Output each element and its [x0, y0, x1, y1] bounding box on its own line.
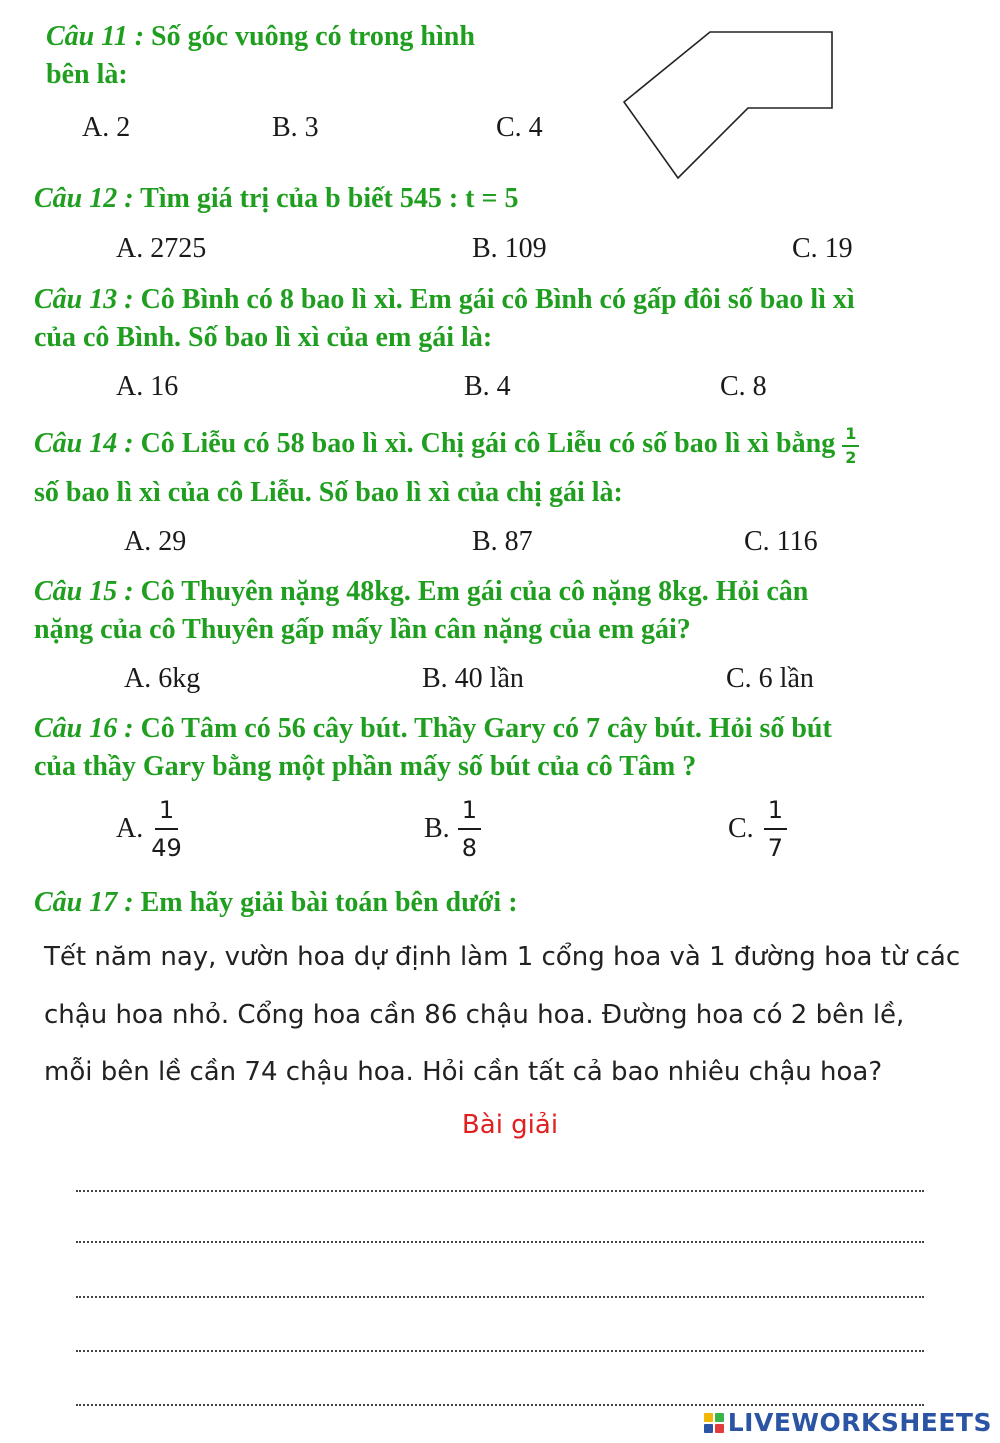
q16-line1 — [34, 710, 832, 748]
q13-option-a[interactable]: A. 16 — [116, 371, 179, 402]
q17-text: Em hãy giải bài toán bên dưới : — [140, 887, 518, 918]
answer-line-2[interactable] — [76, 1241, 924, 1243]
q12-text: Tìm giá trị của b biết 545 : t = 5 — [140, 183, 519, 214]
q17-label: Câu 17 : — [34, 887, 134, 918]
q14-option-c[interactable]: C. 116 — [744, 526, 818, 557]
q11-text-line1: Số góc vuông có trong hình — [151, 21, 475, 52]
q16-option-a[interactable] — [116, 798, 182, 860]
q12-option-a[interactable]: A. 2725 — [116, 233, 207, 264]
q12-line — [34, 180, 518, 218]
q16-option-a-denominator: 49 — [151, 834, 182, 862]
q15-label: Câu 15 : — [34, 576, 134, 607]
q12-option-b[interactable]: B. 109 — [472, 233, 547, 264]
q14-option-a[interactable]: A. 29 — [124, 526, 187, 557]
q14-option-b[interactable]: B. 87 — [472, 526, 533, 557]
q11-option-c[interactable]: C. 4 — [496, 112, 543, 143]
q13-label: Câu 13 : — [34, 284, 134, 315]
q13-option-c[interactable]: C. 8 — [720, 371, 767, 402]
q16-option-b-fraction — [458, 798, 481, 860]
q15-text-line2: nặng của cô Thuyên gấp mấy lần cân nặng của em gái? — [34, 614, 691, 645]
q12-label: Câu 12 : — [34, 183, 134, 214]
q16-option-b-letter: B. — [424, 813, 450, 844]
q11-text-line2: bên là: — [46, 59, 128, 90]
q11-line1 — [46, 18, 475, 56]
q11-option-a[interactable]: A. 2 — [82, 112, 131, 143]
answer-line-4[interactable] — [76, 1350, 924, 1352]
q15-option-a[interactable]: A. 6kg — [124, 663, 201, 694]
q16-option-a-numerator: 1 — [155, 798, 178, 830]
q13-option-b[interactable]: B. 4 — [464, 371, 511, 402]
q13-line1 — [34, 281, 855, 319]
liveworksheets-logo — [704, 1408, 992, 1437]
q15-option-b[interactable]: B. 40 lần — [422, 663, 524, 694]
q14-text-line2: số bao lì xì của cô Liễu. Số bao lì xì của chị gái là: — [34, 477, 623, 508]
q14-fraction — [842, 423, 859, 467]
q14-text-line1: Cô Liễu có 58 bao lì xì. Chị gái cô Liễu có số bao lì xì bằng — [140, 428, 836, 459]
q12-option-c[interactable]: C. 19 — [792, 233, 853, 264]
answer-line-1[interactable] — [76, 1190, 924, 1192]
q15-text-line1: Cô Thuyên nặng 48kg. Em gái của cô nặng 8kg. Hỏi cân — [140, 576, 809, 607]
q16-option-a-fraction — [151, 798, 182, 860]
q11-pentagon-figure — [600, 20, 850, 190]
q16-text-line1: Cô Tâm có 56 cây bút. Thầy Gary có 7 cây bút. Hỏi số bút — [140, 713, 832, 744]
q16-option-b[interactable] — [424, 798, 481, 860]
q16-option-b-numerator: 1 — [458, 798, 481, 830]
q15-option-c[interactable]: C. 6 lần — [726, 663, 814, 694]
q14-fraction-numerator: 1 — [842, 426, 859, 447]
q17-problem-line1: Tết năm nay, vườn hoa dự định làm 1 cổng hoa và 1 đường hoa từ các — [44, 942, 961, 972]
q13-text-line1: Cô Bình có 8 bao lì xì. Em gái cô Bình có gấp đôi số bao lì xì — [140, 284, 855, 315]
solution-title: Bài giải — [461, 1110, 559, 1140]
q16-option-a-letter: A. — [116, 813, 144, 844]
q16-option-c[interactable] — [728, 798, 787, 860]
logo-text: LIVEWORKSHEETS — [727, 1408, 992, 1437]
q17-line — [34, 884, 518, 922]
q11-label: Câu 11 : — [46, 21, 145, 52]
q16-label: Câu 16 : — [34, 713, 134, 744]
q16-text-line2: của thầy Gary bằng một phần mấy số bút của cô Tâm ? — [34, 751, 697, 782]
liveworksheets-logo-icon — [704, 1413, 724, 1433]
q16-option-c-letter: C. — [728, 813, 754, 844]
q16-option-c-fraction — [764, 798, 787, 860]
q14-fraction-denominator: 2 — [845, 447, 857, 467]
q16-option-c-numerator: 1 — [764, 798, 787, 830]
q16-option-b-denominator: 8 — [461, 834, 477, 862]
q17-problem-line2: chậu hoa nhỏ. Cổng hoa cần 86 chậu hoa. Đường hoa có 2 bên lề, — [44, 1000, 905, 1030]
q16-option-c-denominator: 7 — [767, 834, 783, 862]
answer-line-5[interactable] — [76, 1404, 924, 1406]
q14-label: Câu 14 : — [34, 428, 134, 459]
q15-line1 — [34, 573, 808, 611]
q17-problem-line3: mỗi bên lề cần 74 chậu hoa. Hỏi cần tất cả bao nhiêu chậu hoa? — [44, 1057, 883, 1087]
answer-line-3[interactable] — [76, 1296, 924, 1298]
q13-text-line2: của cô Bình. Số bao lì xì của em gái là: — [34, 322, 493, 353]
q14-line1 — [34, 425, 859, 466]
q11-option-b[interactable]: B. 3 — [272, 112, 319, 143]
